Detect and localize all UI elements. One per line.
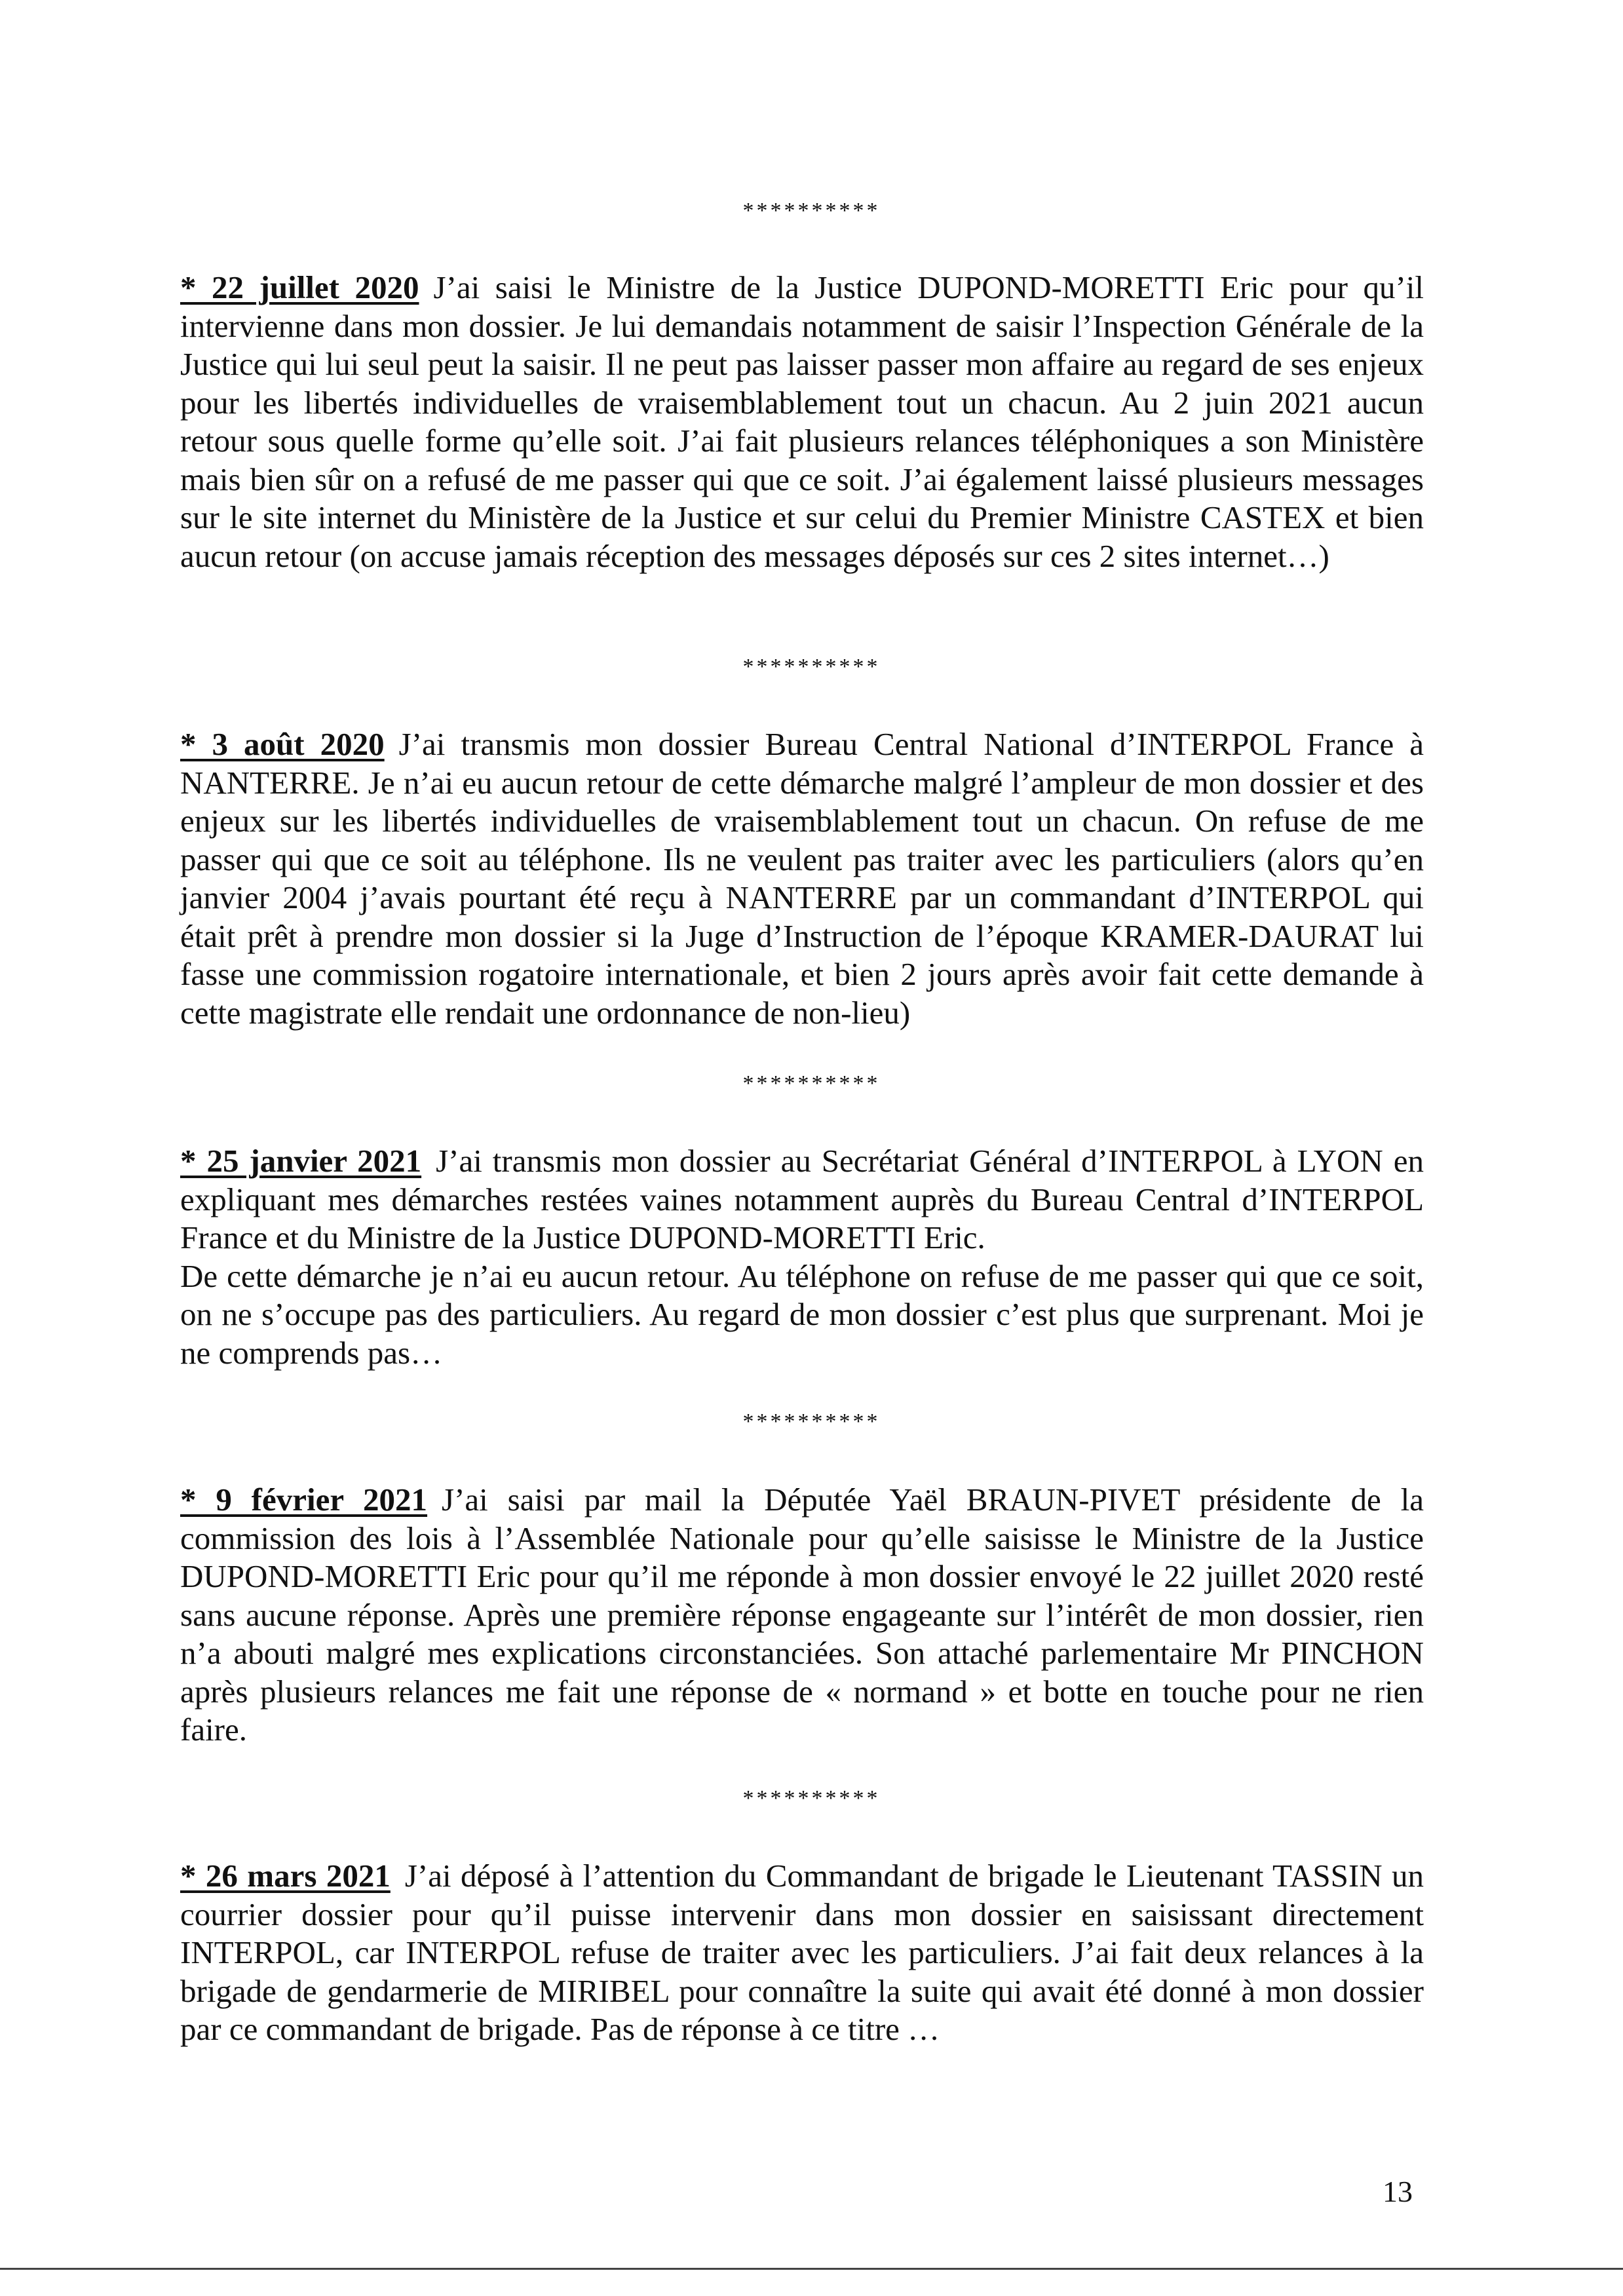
entry-paragraph <box>180 725 1424 1032</box>
entry-date: * 25 janvier 2021 <box>180 1143 422 1179</box>
separator: ********** <box>742 1409 881 1434</box>
entry-paragraph <box>180 1857 1424 2049</box>
entry-paragraph <box>180 269 1424 575</box>
separator: ********** <box>742 199 881 223</box>
entry-paragraph <box>180 1481 1424 1750</box>
separator: ********** <box>742 655 881 679</box>
entry-paragraph-continued: De cette démarche je n’ai eu aucun retour. Au téléphone on refuse de me passer qui que ce soit, on ne s’occupe pas des particuliers. Au regard de mon dossier c’est plus que surprenant. Moi je ne comprends pas… <box>180 1257 1424 1371</box>
entry-date: * 3 août 2020 <box>180 726 385 762</box>
entry-26-mars-2021 <box>180 1857 1424 2049</box>
entry-22-juillet-2020 <box>180 269 1424 575</box>
entry-date: * 9 février 2021 <box>180 1482 428 1518</box>
entry-paragraph <box>180 1142 1424 1257</box>
entry-25-janvier-2021 <box>180 1142 1424 1372</box>
entry-text: J’ai saisi le Ministre de la Justice DUPOND-MORETTI Eric pour qu’il intervienne dans mon dossier. Je lui demandais notamment de saisir l’Inspection Générale de la Justice qui lui seul peut la saisir. Il ne peut pas laisser passer mon affaire au regard de ses enjeux pour les libertés individuelles de vraisemblablement tout un chacun. Au 2 juin 2021 aucun retour sous quelle forme qu’elle soit. J’ai fait plusieurs relances téléphoniques a son Ministère mais bien sûr on a refusé de me passer qui que ce soit. J’ai également laissé plusieurs messages sur le site internet du Ministère de la Justice et sur celui du Premier Ministre CASTEX et bien aucun retour (on accuse jamais réception des messages déposés sur ces 2 sites internet…) <box>180 269 1424 574</box>
entry-text: J’ai transmis mon dossier au Secrétariat Général d’INTERPOL à LYON en expliquant mes démarches restées vaines notamment auprès du Bureau Central d’INTERPOL France et du Ministre de la Justice DUPOND-MORETTI Eric. <box>180 1143 1424 1255</box>
entry-3-aout-2020 <box>180 725 1424 1032</box>
footer-rule <box>0 2268 1623 2270</box>
entry-text: J’ai transmis mon dossier Bureau Central National d’INTERPOL France à NANTERRE. Je n’ai eu aucun retour de cette démarche malgré l’ampleur de mon dossier et des enjeux sur les libertés individuelles de vraisemblablement tout un chacun. On refuse de me passer qui que ce soit au téléphone. Ils ne veulent pas traiter avec les particuliers (alors qu’en janvier 2004 j’avais pourtant été reçu à NANTERRE par un commandant d’INTERPOL qui était prêt à prendre mon dossier si la Juge d’Instruction de l’époque KRAMER-DAURAT lui fasse une commission rogatoire internationale, et bien 2 jours après avoir fait cette demande à cette magistrate elle rendait une ordonnance de non-lieu) <box>180 726 1424 1031</box>
entry-9-fevrier-2021 <box>180 1481 1424 1750</box>
separator: ********** <box>742 1071 881 1096</box>
page-number: 13 <box>1383 2175 1413 2208</box>
entry-date: * 26 mars 2021 <box>180 1858 391 1894</box>
entry-text: J’ai déposé à l’attention du Commandant de brigade le Lieutenant TASSIN un courrier dossier pour qu’il puisse intervenir dans mon dossier en saisissant directement INTERPOL, car INTERPOL refuse de traiter avec les particuliers. J’ai fait deux relances à la brigade de gendarmerie de MIRIBEL pour connaître la suite qui avait été donné à mon dossier par ce commandant de brigade. Pas de réponse à ce titre … <box>180 1858 1424 2047</box>
entry-date: * 22 juillet 2020 <box>180 269 419 305</box>
entry-text: J’ai saisi par mail la Députée Yaël BRAUN-PIVET présidente de la commission des lois à l’Assemblée Nationale pour qu’elle saisisse le Ministre de la Justice DUPOND-MORETTI Eric pour qu’il me réponde à mon dossier envoyé le 22 juillet 2020 resté sans aucune réponse. Après une première réponse engageante sur l’intérêt de mon dossier, rien n’a abouti malgré mes explications circonstanciées. Son attaché parlementaire Mr PINCHON après plusieurs relances me fait une réponse de « normand » et botte en touche pour ne rien faire. <box>180 1482 1424 1748</box>
separator: ********** <box>742 1786 881 1810</box>
